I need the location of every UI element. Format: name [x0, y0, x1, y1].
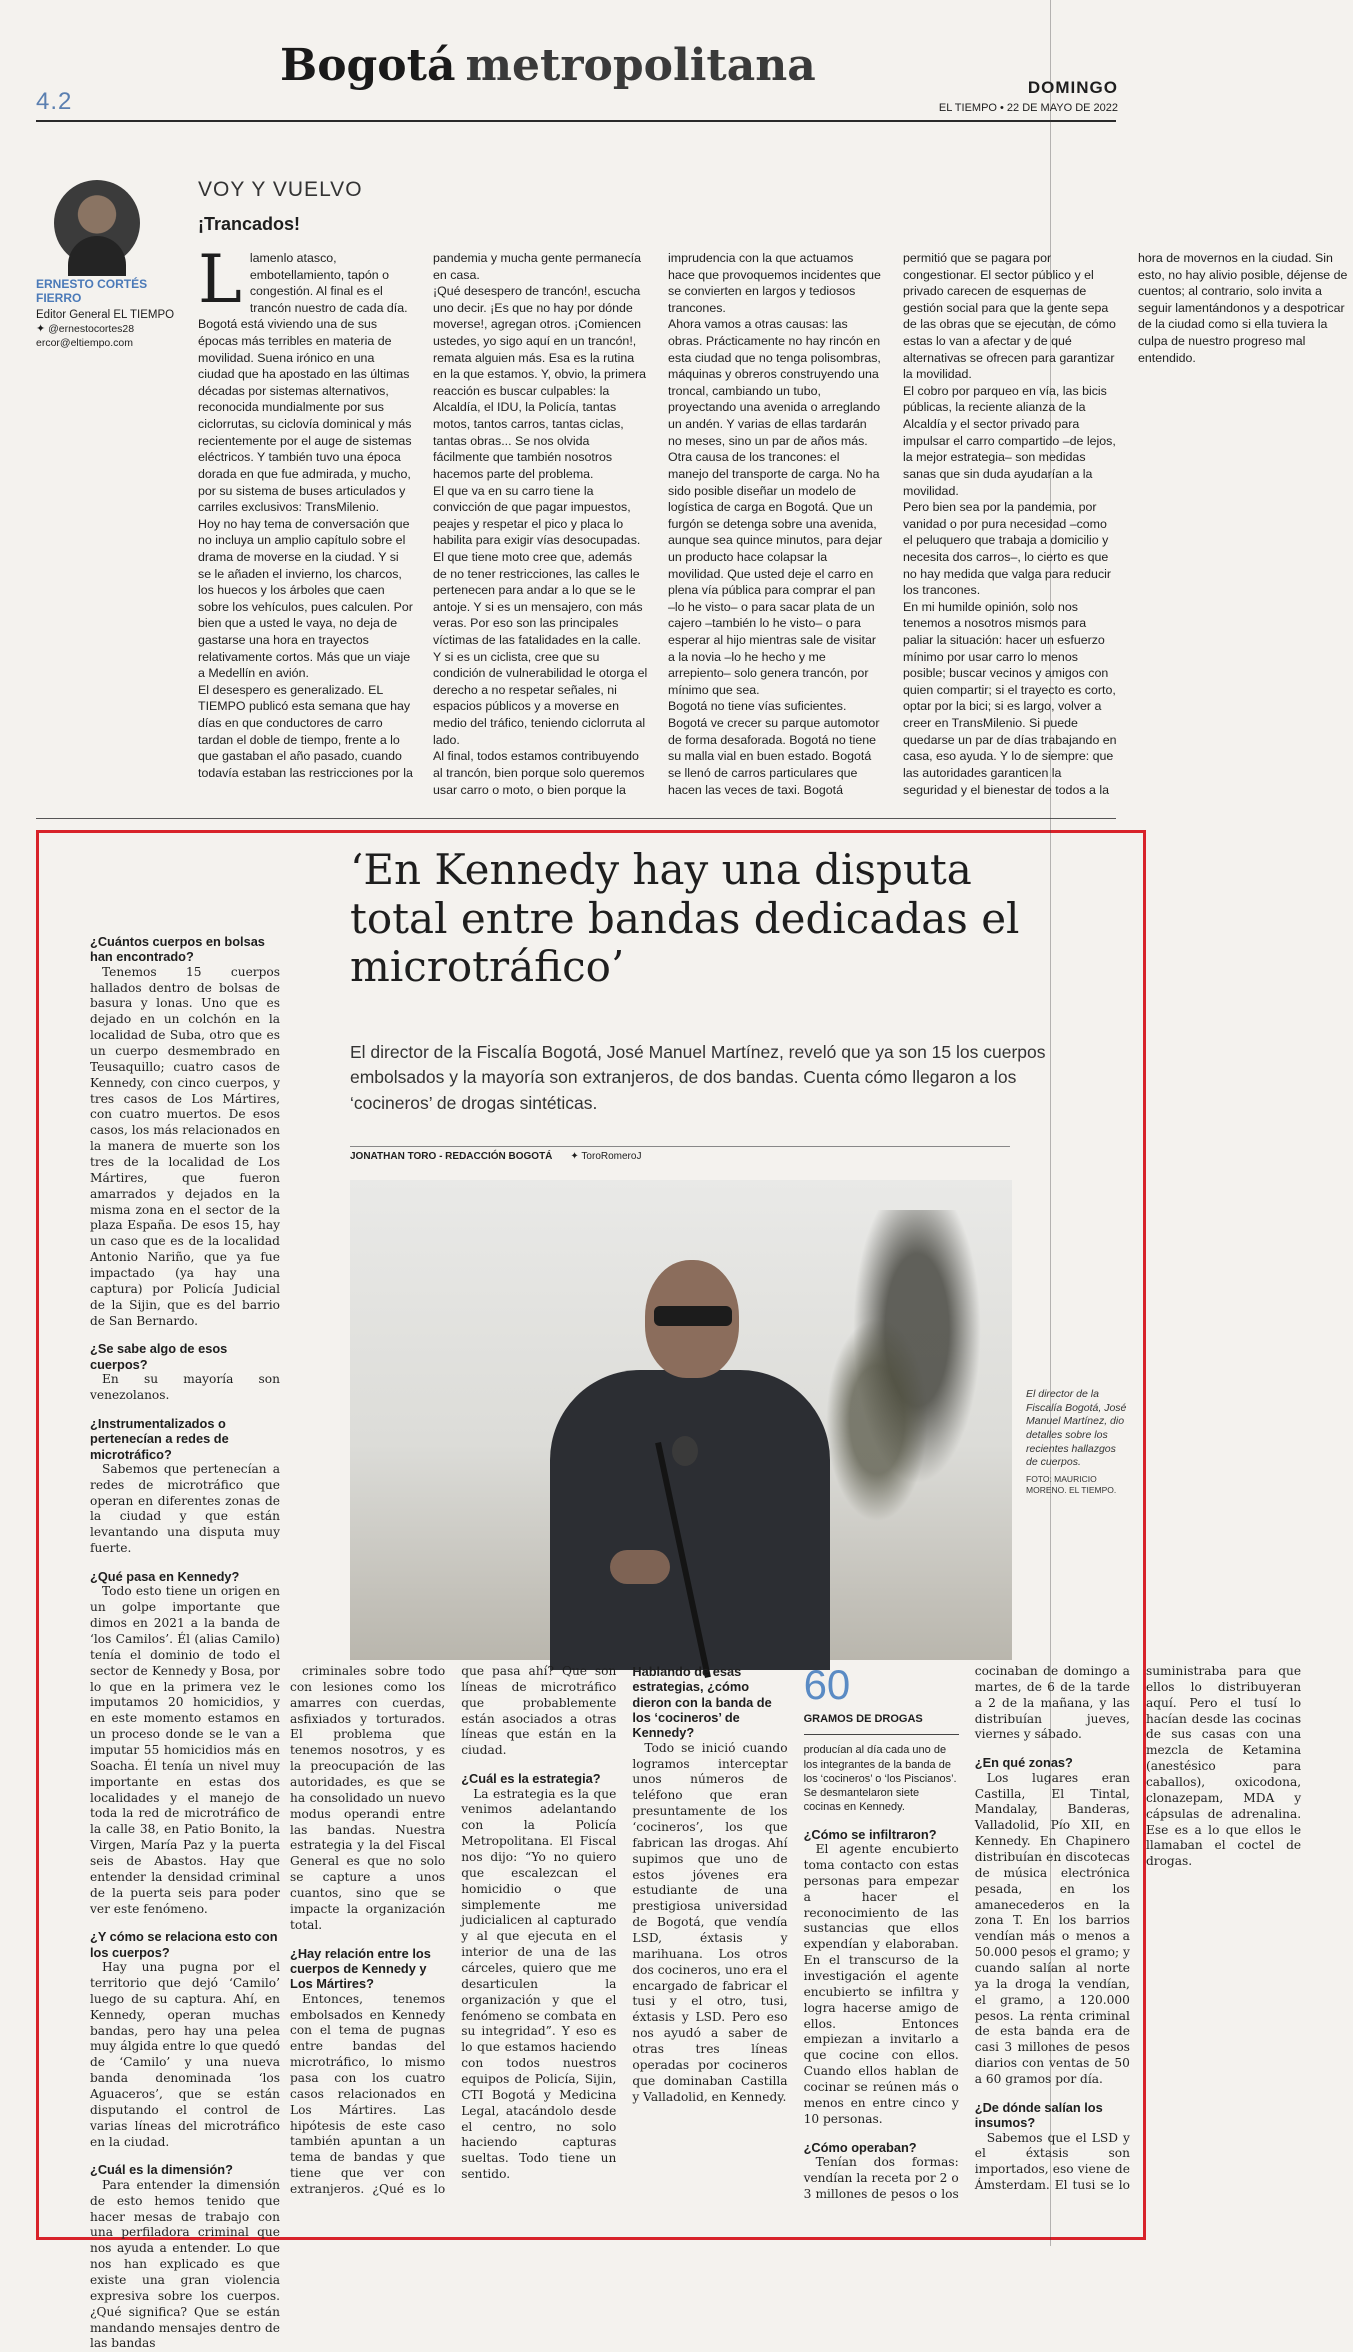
qa-answer: criminales sobre todo con lesiones como los amarres con cuerdas, asfixiados y torturados. El problema que tenemos nosotros, y es la preocupación de las autoridades, es que se ha consolidado un nuevo modus operandi entre las bandas. Nuestra estrategia y la del Fiscal General es que no solo se capture a unos cuantos, sino que se impacte la organización total.	[290, 1664, 446, 1932]
speaker-hand	[610, 1550, 670, 1584]
section-title-1: Bogotá	[280, 40, 456, 91]
article-headline: ‘En Kennedy hay una disputa total entre bandas dedicadas el microtráfico’	[350, 845, 1020, 992]
byline-author: JONATHAN TORO - REDACCIÓN BOGOTÁ	[350, 1151, 553, 1162]
qa-answer: En su mayoría son venezolanos.	[90, 1372, 280, 1402]
qa-question: ¿Cómo operaban?	[803, 2139, 917, 2155]
microphone-icon	[672, 1436, 698, 1466]
opinion-body	[198, 241, 1348, 810]
column-label: VOY Y VUELVO	[198, 178, 363, 201]
author-twitter[interactable]	[36, 322, 176, 337]
qa-answer: La estrategia es la que venimos adelantando con la Policía Metropolitana. El Fiscal nos dijo: “Yo no quiero que escalezcan el homicidio o que simplemente me judicialicen al capturado y al que ejecuta en el interior de una de las cárceles, quiero que me desarticulen la organización y que el fenómeno se combata en su integridad”. Y eso es lo que estamos haciendo con todos nuestros equipos de Policía, Sijin, CTI Bogotá y Medicina Legal, atacándolo desde el centro, no solo haciendo capturas sueltas. Todo tiene un sentido.	[461, 1786, 617, 2182]
day-label: DOMINGO	[1027, 78, 1118, 97]
qa-question: ¿Instrumentalizados o pertenecían a redes de microtráfico?	[90, 1415, 229, 1462]
qa-answer: Hay una pugna por el territorio que dejó ‘Camilo’ luego de su captura. Ahí, en Kennedy, operan muchas bandas, pero hay una pelea muy álgida entre lo que quedó de ‘Camilo’ y una nueva banda denominada ‘los Aguaceros’, que se están disputando el control de varias líneas del microtráfico en la ciudad.	[90, 1960, 280, 2149]
qa-question: ¿En qué zonas?	[974, 1755, 1073, 1771]
qa-question: ¿Hay relación entre los cuerpos de Kennedy y Los Mártires?	[290, 1945, 431, 1992]
qa-question: Hablando de esas estrategias, ¿cómo dieron con la banda de los ‘cocineros’ de Kennedy?	[632, 1664, 772, 1741]
photo-credit: FOTO: MAURICIO MORENO. EL TIEMPO.	[1026, 1473, 1117, 1495]
opinion-paragraph: Al final, todos estamos contribuyendo al trancón, bien porque solo queremos usar carro o moto, o bien porque la imprudencia con la que actuamos hace que provoquemos incidentes que se convierten en largos y tediosos trancones.	[433, 251, 881, 797]
twitter-bird-icon: ✦	[570, 1151, 579, 1162]
byline-twitter[interactable]: ✦ ToroRomeroJ	[570, 1151, 642, 1162]
stat-number: 60	[803, 1661, 851, 1708]
article-deck: El director de la Fiscalía Bogotá, José Manuel Martínez, reveló que ya son 15 los cuerpos embolsados y la mayoría son extranjeros, de dos bandas. Cuenta cómo llegaron a los ‘cocineros’ de drogas sintéticas.	[350, 1042, 1046, 1113]
opinion-paragraph: Bogotá no tiene vías suficientes. Bogotá ve crecer su parque automotor de forma desaforada. Bogotá no tiene su malla vial en buen estado. Bogotá se llenó de carros particulares que hacen las veces de taxi. Bogotá permitió que se pagara por congestionar. El sector público y el privado carecen de esquemas de gestión social para que la gente sepa de las obras que se ejecutan, de cómo estas lo van a afectar y de qué alternativas se ofrecen para garantizar la movilidad.	[668, 251, 1116, 797]
masthead-rule	[36, 120, 1116, 122]
qa-answer: Tenían dos formas: vendían la receta por 2 o 3 millones de pesos o los cocinaban de domingo a martes, de 6 de la tarde a 2 de la mañana, y las distribuían jueves, viernes y sábado.	[803, 1664, 1130, 2201]
author-email[interactable]: ercor@eltiempo.com	[36, 336, 134, 349]
opinion-paragraph: Hoy no hay tema de conversación que no incluya un amplio capítulo sobre el drama de moverse en la ciudad. Y si se le añaden el invierno, los charcos, los huecos y los árboles que caen sobre los vehículos, pues calculen. Por bien que a usted le vaya, no deja de gastarse una hora en trayectos relativamente cortos. Más que un viaje a Medellín en avión.	[198, 516, 413, 681]
author-twitter-handle: @ernestocortes28	[48, 322, 135, 335]
section-title	[280, 40, 816, 91]
byline	[350, 1146, 1010, 1162]
qa-bottom-columns	[290, 1661, 1302, 2204]
drop-cap: L	[198, 241, 242, 318]
page-number: 4.2	[36, 88, 73, 115]
caption-text: El director de la Fiscalía Bogotá, José Manuel Martínez, dio detalles sobre los recientes hallazgos de cuerpos.	[1026, 1388, 1127, 1469]
qa-answer: Entonces, tenemos embolsados en Kennedy con el tema de pugnas entre bandas del microtráfico, lo mismo pasa con los cuatro casos relacionados en Los Mártires. Las hipótesis de este caso también apuntan a un tema de bandas y que tiene que ver con extranjeros. ¿Qué es lo que pasa ahí? Que son líneas de microtráfico que probablemente están asociados a otras líneas que están en la ciudad.	[290, 1664, 617, 2196]
stat-unit: GRAMOS DE DROGAS	[804, 1706, 959, 1735]
qa-answer: Sabemos que el LSD y el éxtasis son importados, eso viene de Ámsterdam. El tusi se lo suministraba para que ellos lo distribuyeran aquí. Pero el tusí lo hacían desde las cocinas de sus casas con una mezcla de Ketamina (anestésico para caballos), oxicodona, clonazepam, MDA y cápsulas de adrenalina. Ese es a lo que ellos le llamaban el coctel de drogas.	[974, 1664, 1302, 2193]
sunglasses	[654, 1306, 732, 1326]
qa-answer: Todo se inició cuando logramos interceptar unos números de teléfono que eran presuntamente de los ‘cocineros’, los que fabrican las drogas. Ahí supimos que uno de estos jóvenes era estudiante de una prestigiosa universidad de Bogotá, que vendía LSD, éxtasis y marihuana. Los otros dos cocineros, uno era el encargado de fabricar el tusi y el otro, tusi, éxtasis y LSD. Pero eso nos ayudó a saber de otras tres líneas operadas por cocineros que dominaban Castilla y Valladolid, en Kennedy.	[632, 1740, 788, 2104]
author-box	[36, 180, 176, 350]
qa-left-column	[90, 934, 280, 2352]
qa-answer: Los lugares eran Castilla, El Tintal, Mandalay, Banderas, Valladolid, Pío XII, en Kennedy. En Chapinero distribuían en discotecas de música electrónica pesada, en los amanecederos en la zona T. En los barrios vendían más o menos a 50.000 pesos el gramo; y cuando salían al norte ya la droga la vendían, el gramo, a 120.000 pesos. La renta criminal de esta banda era de casi 3 millones de pesos diarios con ventas de 50 a 60 gramos por día.	[974, 1770, 1130, 2086]
article-photo	[350, 1180, 1012, 1660]
opinion-paragraph: El desespero es generalizado. EL TIEMPO publicó esta semana que hay días en que conductores de carro tardan el doble de tiempo, frente a lo que gastaban el año pasado, cuando todavía estaban las restricciones por la pandemia y mucha gente permanecía en casa.	[198, 251, 642, 780]
qa-question: ¿Se sabe algo de esos cuerpos?	[90, 1341, 228, 1372]
qa-question: ¿Y cómo se relaciona esto con los cuerpos?	[90, 1929, 278, 1960]
opinion-paragraph: En mi humilde opinión, solo nos tenemos a nosotros mismos para paliar la situación: hacer un esfuerzo mínimo por usar carro lo menos posible; buscar vecinos y amigos con quien compartir; si el trayecto es corto, optar por la bici; si es largo, volver a creer en TransMilenio. Si puede quedarse un par de días trabajando en casa, eso ayuda. Y lo de siempre: que las autoridades garanticen la seguridad y el bienestar de todos a la hora de movernos en la ciudad. Sin esto, no hay alivio posible, déjense de cuentos; al contrario, solo invita a seguir lamentándonos y a despotricar de la ciudad como si ella tuviera la culpa de nuestro progreso mal entendido.	[903, 251, 1348, 797]
qa-question: ¿Cuál es la dimensión?	[90, 2162, 233, 2178]
speaker-jacket	[550, 1370, 830, 1670]
masthead	[0, 0, 1182, 120]
speaker-figure	[550, 1260, 830, 1660]
twitter-bird-icon: ✦	[36, 322, 46, 335]
opinion-paragraph: Llamenlo atasco, embotellamiento, tapón o congestión. Al final es el trancón nuestro de cada día. Bogotá está viviendo una de sus épocas más terribles en materia de movilidad. Suena irónico en una ciudad que ha apostado en las últimas décadas por sistemas alternativos, reconocida mundialmente por sus ciclorrutas, su ciclovía dominical y más recientemente por el auge de sistemas eléctricos. Y también tuvo una época dorada en que fue admirada, y mucho, por su sistema de buses articulados y carriles exclusivos: TransMilenio.	[198, 241, 412, 515]
opinion-paragraph: Ahora vamos a otras causas: las obras. Prácticamente no hay rincón en esta ciudad que no tenga polisombras, máquinas y obreros construyendo una troncal, cambiando un tubo, proyectando una avenida o arreglando un andén. Y varias de ellas tardarán no meses, sino un par de años más.	[668, 317, 881, 448]
section-divider	[36, 818, 1116, 819]
qa-question: ¿Cómo se infiltraron?	[803, 1826, 937, 1842]
tree-shape	[822, 1310, 932, 1530]
opinion-paragraph: El cobro por parqueo en vía, las bicis públicas, la reciente alianza de la Alcaldía y el sector privado para impulsar el carro compartido –de lejos, la mejor estrategia– son medidas sanas que sin duda ayudarían a la movilidad.	[903, 383, 1116, 498]
qa-question: ¿Cuántos cuerpos en bolsas han encontrado?	[90, 934, 265, 965]
qa-question: ¿De dónde salían los insumos?	[974, 2099, 1103, 2131]
qa-answer: Tenemos 15 cuerpos hallados dentro de bolsas de basura y lonas. Uno que es dejado en un colchón en la localidad de Suba, otro que es un cuerpo desmembrado en Teusaquillo; cuatro casos de Kennedy, con cinco cuerpos, y tres casos de Los Mártires, con cuatro muertos. De esos casos, los más relacionados en la manera de muerte son los tres de la localidad de Los Mártires, que fueron amarrados y dejados en la misma zona en el sector de la plaza España. De esos 15, hay un caso que es de la localidad Antonio Nariño, que ya fue impactado (ya hay una captura) por Policía Judicial de la Sijin, que es del barrio de San Bernardo.	[90, 964, 280, 1328]
qa-answer: Todo esto tiene un origen en un golpe importante que dimos en 2021 a la banda de ‘los Camilos’. Él (alias Camilo) tenía el dominio de todo el sector de Kennedy y Bosa, por lo que en la primera vez le imputamos 20 homicidios, y en este momento estamos en un proceso donde se le van a imputar 55 homicidios más en Soacha. Él tenía un nivel muy importante en estas dos localidades y el manejo de toda la red de microtráfico de la calle 38, en Patio Bonito, la Virgen, María Paz y la puerta seis de Abastos. Hay que entender la densidad criminal de la puerta seis para poder ver este fenómeno.	[90, 1584, 280, 1916]
qa-answer: Sabemos que pertenecían a redes de microtráfico que operan en diferentes zonas de la ciudad y que están levantando una disputa muy fuerte.	[90, 1461, 280, 1556]
photo-caption	[1026, 1388, 1130, 1496]
qa-answer: El agente encubierto toma contacto con estas personas para empezar a hacer el reconocimiento de las sustancias que ellos expendían y elaboraban. En el transcurso de la investigación el agente encubierto se infiltra y logra hacerse amigo de ellos. Entonces empiezan a invitarlo a que cocine con ellos. Cuando ellos hablan de cocinar se reúnen más o menos en entre cinco y 10 personas.	[803, 1842, 959, 2126]
opinion-paragraph: El que va en su carro tiene la convicción de que pagar impuestos, peajes y respetar el pico y placa lo habilita para exigir vías desocupadas. El que tiene moto cree que, además de no tener restricciones, las calles le pertenecen para andar a lo que se le antoje. Y si es un mensajero, con más veras. Por eso son las principales víctimas de las fatalidades en la calle. Y si es un ciclista, cree que su condición de vulnerabilidad le otorga el derecho a no respetar señales, ni espacios públicos y a moverse en medio del tráfico, teniendo ciclorruta al lado.	[433, 483, 648, 747]
author-role: Editor General EL TIEMPO	[36, 308, 175, 321]
publication-date: EL TIEMPO • 22 DE MAYO DE 2022	[938, 102, 1118, 114]
fold-line	[1050, 0, 1051, 2246]
stat-text: producían al día cada uno de los integrantes de la banda de los ‘cocineros’ o ‘los Piscianos’. Se desmantelaron siete cocinas en Kennedy.	[803, 1744, 957, 1814]
author-name: ERNESTO CORTÉS FIERRO	[36, 277, 148, 305]
opinion-paragraph: Pero bien sea por la pandemia, por vanidad o por pura necesidad –como el peluquero que trabaja a domicilio y necesita dos carros–, lo cierto es que no hay medida que valga para reducir los trancones.	[903, 500, 1112, 598]
qa-answer: Para entender la dimensión de esto hemos tenido que hacer mesas de trabajo con una perfiladora criminal que nos ayuda a entender. Lo que nos han explicado es que existe una gran violencia expresiva sobre los cuerpos. ¿Qué significa? Que se están mandando mensajes dentro de las bandas	[90, 2177, 280, 2351]
qa-question: ¿Cuál es la estrategia?	[461, 1771, 601, 1787]
stat-callout	[803, 1661, 959, 1815]
section-title-2: metropolitana	[465, 40, 816, 91]
column-title: ¡Trancados!	[198, 214, 301, 234]
qa-question: ¿Qué pasa en Kennedy?	[90, 1569, 240, 1585]
opinion-paragraph: Otra causa de los trancones: el manejo del transporte de carga. No ha sido posible diseñar un modelo de logística de carga en Bogotá. Que un furgón se detenga sobre una avenida, aunque sea quince minutos, para dejar un producto hace colapsar la movilidad. Que usted deje el carro en plena vía pública para comprar el pan –lo he visto– o para sacar plata de un cajero –también lo he visto– o para esperar al hijo mientras sale de visitar a la novia –lo he hecho y me arrepiento– solo genera trancón, por mínimo que sea.	[668, 450, 883, 697]
opinion-paragraph: ¡Qué desespero de trancón!, escucha uno decir. ¡Es que no hay por dónde moverse!, agregan otros. ¡Comiencen ustedes, yo sigo aquí en un trancón!, remata alguien más. Esa es la rutina en la que estamos. Y, obvio, la primera reacción es buscar culpables: la Alcaldía, el IDU, la Policía, tantas motos, tantos carros, tantas ciclas, tantas obras... Se nos olvida fácilmente que también nosotros hacemos parte del problema.	[433, 284, 647, 481]
author-avatar	[54, 180, 140, 266]
